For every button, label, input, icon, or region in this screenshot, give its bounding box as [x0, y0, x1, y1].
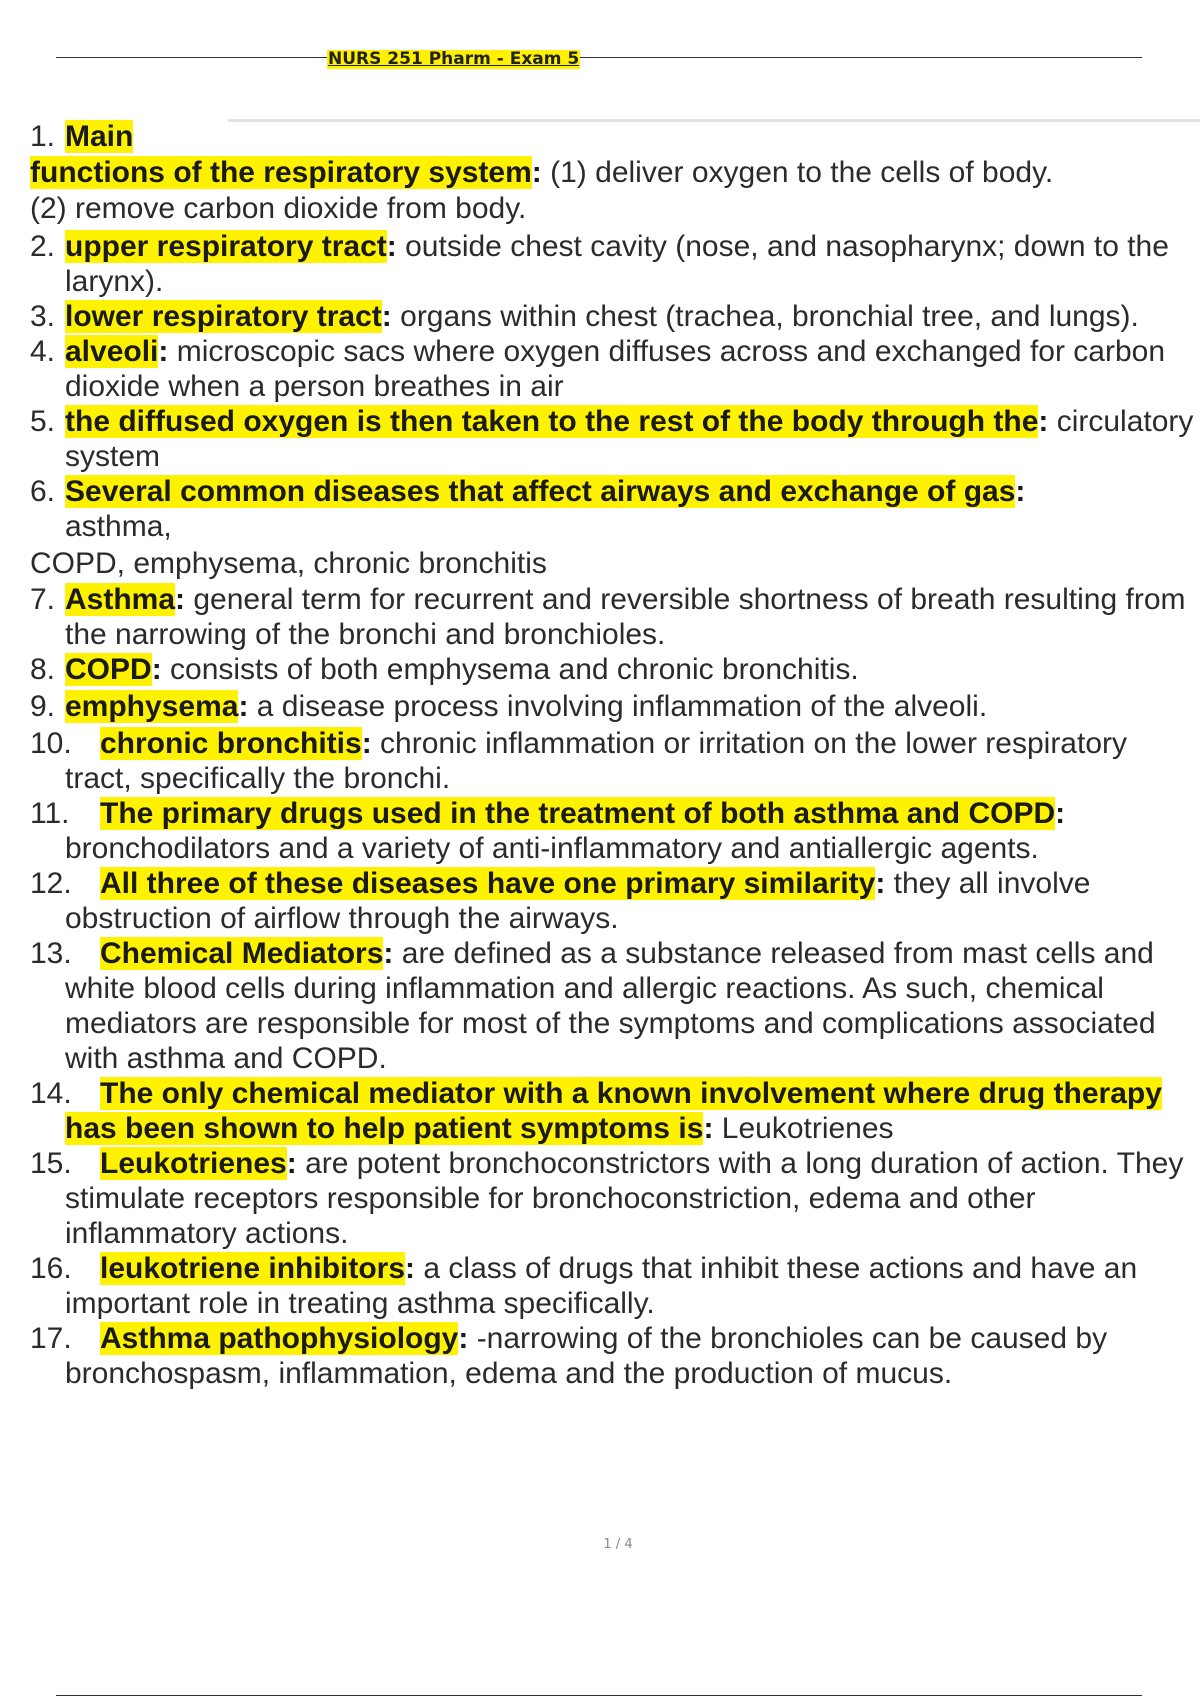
page-number: 1 / 4: [603, 1537, 633, 1552]
list-item-continuation: [30, 546, 1200, 581]
item-term: Chemical Mediators: [100, 937, 384, 970]
item-number: 1.: [30, 120, 56, 153]
item-number: 5.: [30, 405, 56, 438]
item-term: upper respiratory tract: [65, 230, 387, 263]
item-text: Leukotrienes: [713, 1112, 894, 1145]
list-item: 9. emphysema: a disease process involving inflammation of the alveoli.: [30, 690, 988, 723]
list-item: 17. Asthma pathophysiology: -narrowing of the bronchioles can be caused by bronchospasm, inflammation, edema and the production of mucus.: [30, 1322, 1108, 1390]
header-rule: [56, 57, 1142, 58]
item-number: 14.: [30, 1077, 72, 1110]
list-item: 5. the diffused oxygen is then taken to the rest of the body through the: circulatory system: [30, 405, 1194, 473]
item-number: 6.: [30, 475, 56, 508]
item-term: COPD: [65, 653, 152, 686]
item-number: 17.: [30, 1322, 72, 1355]
item-text: (2) remove carbon dioxide from body.: [30, 192, 527, 225]
item-number: 4.: [30, 335, 56, 368]
item-term: the diffused oxygen is then taken to the rest of the body through the: [65, 405, 1039, 438]
list-item-continuation: functions of the respiratory system: (1) deliver oxygen to the cells of body.: [30, 156, 1054, 189]
item-term: Asthma pathophysiology: [100, 1322, 459, 1355]
item-term: The primary drugs used in the treatment of both asthma and COPD: [100, 797, 1056, 830]
list-item: 2. upper respiratory tract: outside chest cavity (nose, and nasopharynx; down to the larynx).: [30, 230, 1169, 298]
item-number: 16.: [30, 1252, 72, 1285]
document-title: NURS 251 Pharm - Exam 5: [328, 49, 580, 69]
item-term: emphysema: [65, 690, 239, 723]
list-item: 3. lower respiratory tract: organs within chest (trachea, bronchial tree, and lungs).: [30, 300, 1139, 333]
item-number: 3.: [30, 300, 56, 333]
item-text: -narrowing of the bronchioles can be caused by bronchospasm, inflammation, edema and the production of mucus.: [65, 1322, 1108, 1390]
list-item: 8. COPD: consists of both emphysema and chronic bronchitis.: [30, 653, 859, 686]
item-text: microscopic sacs where oxygen diffuses across and exchanged for carbon dioxide when a person breathes in air: [65, 335, 1166, 403]
item-text: organs within chest (trachea, bronchial tree, and lungs).: [391, 300, 1139, 333]
item-number: 10.: [30, 727, 72, 760]
item-text: chronic inflammation or irritation on the lower respiratory tract, specifically the bronchi.: [65, 727, 1128, 795]
item-term: leukotriene inhibitors: [100, 1252, 406, 1285]
item-term: Leukotrienes: [100, 1147, 287, 1180]
item-text: are potent bronchoconstrictors with a long duration of action. They stimulate receptors responsible for bronchoconstriction, edema and other inflammatory actions.: [65, 1147, 1184, 1250]
footer-rule: [56, 1695, 1142, 1696]
item-number: 13.: [30, 937, 72, 970]
item-term: Main: [65, 120, 134, 153]
list-item: 12. All three of these diseases have one primary similarity: they all involve obstruction of airflow through the airways.: [30, 867, 1091, 935]
list-item: 13. Chemical Mediators: are defined as a substance released from mast cells and white blood cells during inflammation and allergic reactions. As such, chemical mediators are responsible for most of the symptoms and complications associated with asthma and COPD.: [30, 937, 1156, 1075]
page-header: [56, 50, 1142, 72]
list-item-continuation: [30, 191, 1200, 226]
item-text: they all involve obstruction of airflow through the airways.: [65, 867, 1091, 935]
item-text: COPD, emphysema, chronic bronchitis: [30, 547, 547, 580]
item-text: consists of both emphysema and chronic bronchitis.: [161, 653, 859, 686]
item-term: All three of these diseases have one primary similarity: [100, 867, 876, 900]
item-text: a disease process involving inflammation of the alveoli.: [248, 690, 988, 723]
list-item: 10. chronic bronchitis: chronic inflammation or irritation on the lower respiratory tract, specifically the bronchi.: [30, 727, 1128, 795]
list-item: 6. Several common diseases that affect airways and exchange of gas: asthma,: [30, 475, 1026, 543]
item-term: functions of the respiratory system: [30, 156, 532, 189]
list-item: 7. Asthma: general term for recurrent and reversible shortness of breath resulting from the narrowing of the bronchi and bronchioles.: [30, 583, 1186, 651]
item-term: Asthma: [65, 583, 176, 616]
list-item: 15. Leukotrienes: are potent bronchoconstrictors with a long duration of action. They stimulate receptors responsible for bronchoconstriction, edema and other inflammatory actions.: [30, 1147, 1184, 1250]
item-text: circulatory system: [65, 405, 1194, 473]
item-text: asthma,: [65, 510, 172, 543]
item-term: chronic bronchitis: [100, 727, 362, 760]
item-number: 8.: [30, 653, 56, 686]
item-term: Several common diseases that affect airways and exchange of gas: [65, 475, 1016, 508]
item-term: The only chemical mediator with a known involvement where drug therapy has been shown to help patient symptoms is: [65, 1077, 1162, 1145]
document-body: [30, 119, 1200, 1391]
item-number: 7.: [30, 583, 56, 616]
item-number: 2.: [30, 230, 56, 263]
item-text: (1) deliver oxygen to the cells of body.: [541, 156, 1054, 189]
item-number: 15.: [30, 1147, 72, 1180]
item-text: are defined as a substance released from mast cells and white blood cells during inflammation and allergic reactions. As such, chemical mediators are responsible for most of the symptoms and complications associated with asthma and COPD.: [65, 937, 1156, 1075]
item-term: alveoli: [65, 335, 159, 368]
item-text: general term for recurrent and reversible shortness of breath resulting from the narrowing of the bronchi and bronchioles.: [65, 583, 1186, 651]
list-item: 16. leukotriene inhibitors: a class of drugs that inhibit these actions and have an important role in treating asthma specifically.: [30, 1252, 1138, 1320]
list-item: 14. The only chemical mediator with a known involvement where drug therapy has been shown to help patient symptoms is: Leukotrienes: [30, 1077, 1162, 1145]
item-text: outside chest cavity (nose, and nasopharynx; down to the larynx).: [65, 230, 1169, 298]
item-term: lower respiratory tract: [65, 300, 382, 333]
list-item: [30, 119, 1200, 154]
item-number: 9.: [30, 690, 56, 723]
item-text: bronchodilators and a variety of anti-inflammatory and antiallergic agents.: [65, 832, 1039, 865]
item-text: a class of drugs that inhibit these actions and have an important role in treating asthma specifically.: [65, 1252, 1138, 1320]
item-number: 12.: [30, 867, 72, 900]
list-item: 4. alveoli: microscopic sacs where oxygen diffuses across and exchanged for carbon dioxide when a person breathes in air: [30, 335, 1166, 403]
item-number: 11.: [30, 797, 70, 830]
list-item: 11. The primary drugs used in the treatment of both asthma and COPD: bronchodilators and a variety of anti-inflammatory and antiallergic agents.: [30, 797, 1066, 865]
